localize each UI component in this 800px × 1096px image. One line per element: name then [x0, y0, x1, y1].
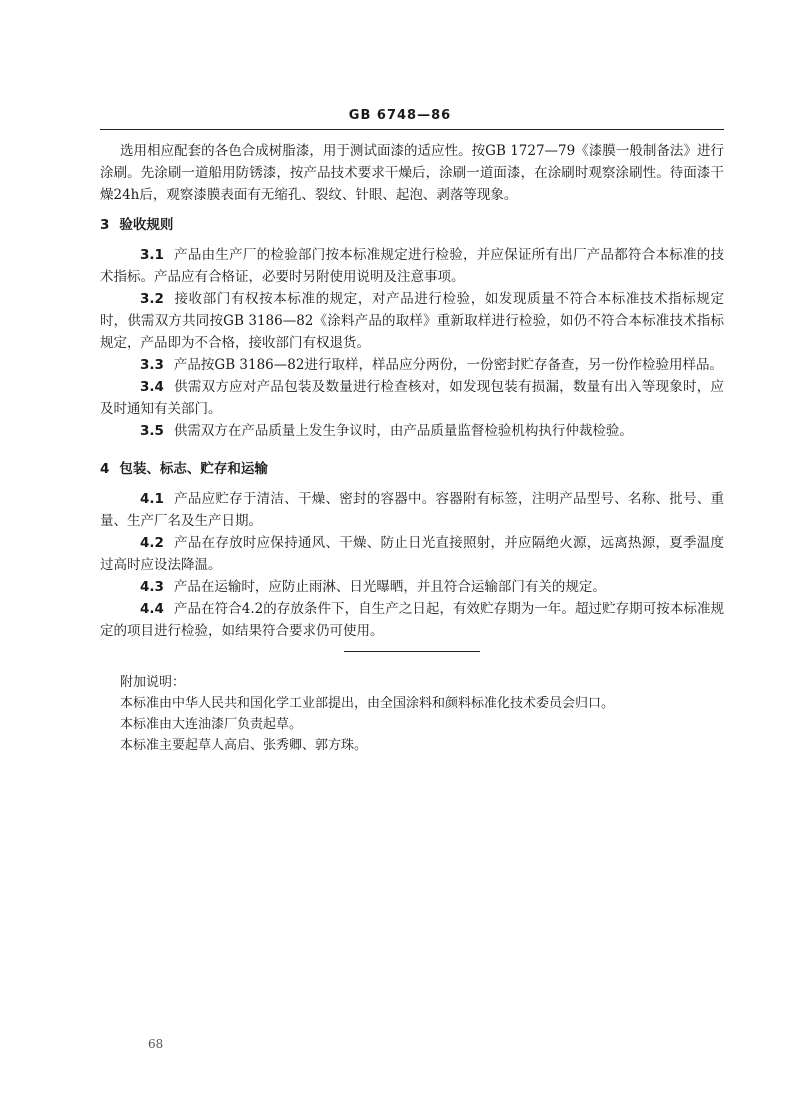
clause-text: 产品在符合4.2的存放条件下，自生产之日起，有效贮存期为一年。超过贮存期可按本标准规定的项目进行检验，如结果符合要求仍可使用。 — [100, 601, 724, 639]
end-of-text-rule — [344, 651, 480, 652]
additional-notes — [120, 672, 720, 756]
clause-text: 产品由生产厂的检验部门按本标准规定进行检验，并应保证所有出厂产品都符合本标准的技术指标。产品应有合格证，必要时另附使用说明及注意事项。 — [100, 247, 724, 285]
clause-4-1 — [100, 488, 724, 532]
notes-line: 本标准主要起草人高启、张秀卿、郭方珠。 — [120, 738, 368, 753]
section-4-title — [100, 458, 724, 480]
clause-text: 产品按GB 3186—82进行取样，样品应分两份，一份密封贮存备查，另一份作检验用样品。 — [173, 357, 723, 373]
clause-text: 供需双方应对产品包装及数量进行检查核对，如发现包装有损漏，数量有出入等现象时，应及时通知有关部门。 — [100, 379, 724, 417]
section-title-text: 包装、标志、贮存和运输 — [119, 461, 268, 477]
clause-text: 产品应贮存于清洁、干燥、密封的容器中。容器附有标签，注明产品型号、名称、批号、重量、生产厂名及生产日期。 — [100, 491, 724, 529]
section-number: 3 — [100, 217, 110, 233]
clause-3-5 — [100, 420, 724, 442]
clause-text: 接收部门有权按本标准的规定，对产品进行检验，如发现质量不符合本标准技术指标规定时，供需双方共同按GB 3186—82《涂料产品的取样》重新取样进行检验，如仍不符合本标准技术指标规定，产品即为不合格，接收部门有权退货。 — [100, 291, 724, 351]
header-divider — [100, 129, 724, 130]
section-spacer — [100, 442, 724, 456]
clause-number: 3.1 — [140, 247, 164, 263]
section-number: 4 — [100, 461, 110, 477]
clause-number: 3.3 — [140, 357, 164, 373]
notes-line: 本标准由中华人民共和国化学工业部提出，由全国涂料和颜料标准化技术委员会归口。 — [120, 696, 615, 711]
document-body — [100, 140, 724, 642]
clause-number: 3.5 — [140, 423, 164, 439]
clause-4-2 — [100, 532, 724, 576]
clause-text: 产品在运输时，应防止雨淋、日光曝晒，并且符合运输部门有关的规定。 — [173, 579, 606, 595]
clause-number: 3.4 — [140, 379, 164, 395]
clause-3-2 — [100, 288, 724, 354]
clause-3-4 — [100, 376, 724, 420]
clause-3-3 — [100, 354, 724, 376]
clause-3-1 — [100, 244, 724, 288]
clause-text: 供需双方在产品质量上发生争议时，由产品质量监督检验机构执行仲裁检验。 — [173, 423, 633, 439]
clause-number: 4.3 — [140, 579, 164, 595]
clause-4-4 — [100, 598, 724, 642]
clause-4-3 — [100, 576, 724, 598]
clause-number: 3.2 — [140, 291, 164, 307]
intro-paragraph: 选用相应配套的各色合成树脂漆，用于测试面漆的适应性。按GB 1727—79《漆膜一般制备法》进行涂刷。先涂刷一道船用防锈漆，按产品技术要求干燥后，涂刷一道面漆，在涂刷时观察涂刷性。待面漆干燥24h后，观察漆膜表面有无缩孔、裂纹、针眼、起泡、剥落等现象。 — [100, 143, 724, 203]
page-number: 68 — [148, 1037, 164, 1051]
clause-number: 4.2 — [140, 535, 164, 551]
clause-number: 4.1 — [140, 491, 164, 507]
section-3-title — [100, 214, 724, 236]
notes-line: 本标准由大连油漆厂负责起草。 — [120, 717, 303, 732]
section-title-text: 验收规则 — [119, 217, 174, 233]
clause-number: 4.4 — [140, 601, 164, 617]
standard-code-header: GB 6748—86 — [348, 108, 452, 123]
clause-text: 产品在存放时应保持通风、干燥、防止日光直接照射，并应隔绝火源，远离热源，夏季温度过高时应设法降温。 — [100, 535, 724, 573]
notes-heading: 附加说明： — [120, 675, 186, 690]
